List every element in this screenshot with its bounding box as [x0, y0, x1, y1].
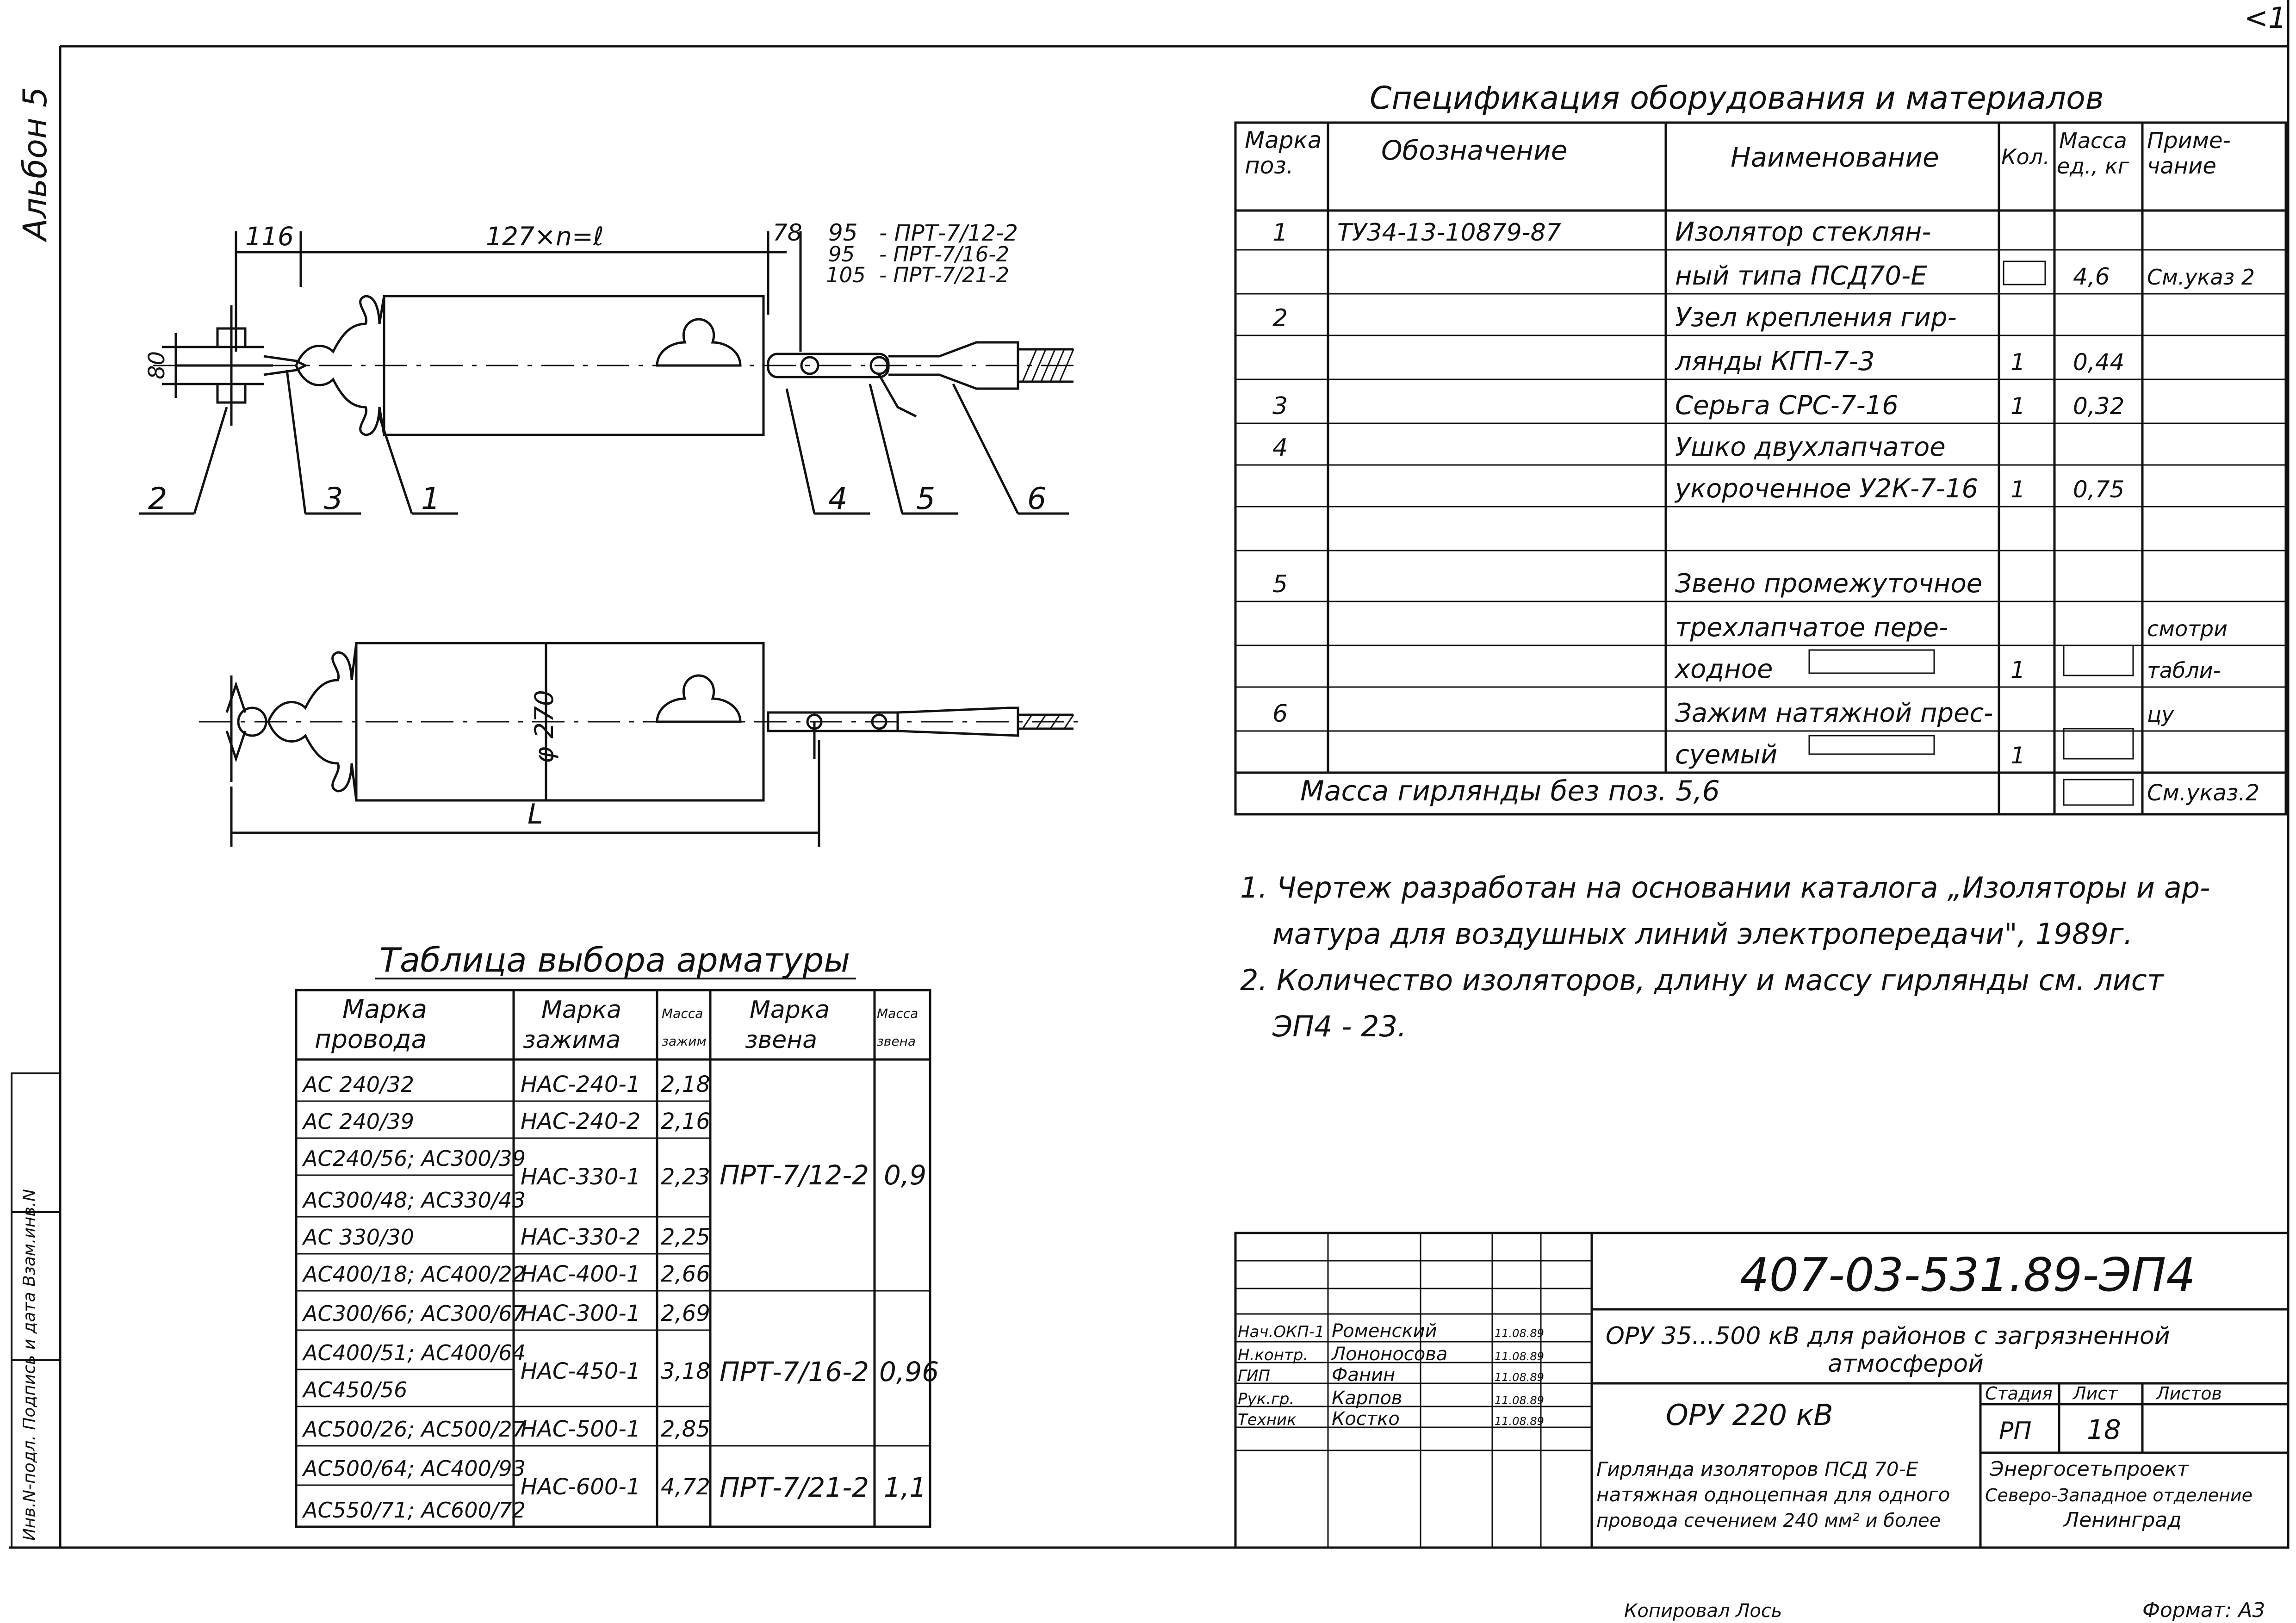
note-line-1: 1. Чертеж разработан на основании каталога „Изоляторы и ар-	[1240, 871, 2210, 904]
label-prt21: - ПРТ-7/21-2	[879, 263, 1010, 287]
spec-cell: 6	[1272, 700, 1288, 728]
person-date: 11.08.89	[1495, 1394, 1544, 1407]
spec-cell: 1	[2011, 349, 2025, 376]
sheets-label: Листов	[2156, 1383, 2222, 1404]
clamp-mass: 2,85	[661, 1416, 710, 1442]
object-title-2: атмосферой	[1828, 1350, 1984, 1378]
link-mass-2: 0,96	[879, 1356, 939, 1388]
wire-grade: АС 240/39	[303, 1109, 415, 1134]
fittings-headers	[315, 994, 918, 1054]
wire-grade: АС400/51; АС400/64	[303, 1340, 526, 1365]
spec-footer-label: Масса гирлянды без поз. 5,6	[1300, 775, 1720, 807]
spec-cell: См.указ 2	[2147, 265, 2255, 290]
spec-cell: 1	[2011, 393, 2025, 420]
spec-cell: 1	[2011, 657, 2025, 683]
spec-cell: ходное	[1675, 654, 1773, 684]
wire-grade: АС300/66; АС300/67	[303, 1301, 526, 1326]
note-line-2: матура для воздушных линий электропередачи", 1989г.	[1272, 917, 2133, 951]
format-label: Формат: А3	[2142, 1598, 2265, 1622]
person-role: ГИП	[1238, 1367, 1270, 1385]
stage-label: Стадия	[1985, 1383, 2053, 1404]
spec-headers	[1245, 127, 2231, 179]
album-label: Альбон 5	[16, 87, 54, 241]
fittings-title: Таблица выбора арматуры	[379, 941, 850, 979]
dim-95b: 95	[828, 242, 855, 266]
wire-grade: АС 240/32	[303, 1072, 415, 1097]
copied-by: Копировал Лось	[1624, 1600, 1782, 1622]
spec-cell: суемый	[1675, 740, 1778, 770]
fittings-body	[302, 1072, 710, 1523]
spec-cell: табли-	[2147, 658, 2221, 683]
spec-cell: 5	[1272, 570, 1288, 598]
margin-stamp-text: Инв.N-подл. Подпись и дата Взам.инв.N	[20, 1189, 39, 1541]
callout-4: 4	[828, 482, 848, 516]
spec-cell: 0,44	[2073, 349, 2125, 376]
clamp-mass: 2,16	[661, 1109, 710, 1134]
spec-header-mark: Марка	[1245, 127, 1322, 154]
fit-h2b: зажима	[523, 1026, 621, 1054]
callout-1: 1	[421, 482, 441, 516]
clamp-grade: НАС-500-1	[521, 1416, 641, 1442]
org-line-3: Ленинград	[2064, 1508, 2182, 1532]
spec-header-pos: поз.	[1245, 152, 1294, 179]
desc-line-1: Гирлянда изоляторов ПСД 70-Е	[1596, 1458, 1918, 1481]
org-line-2: Северо-Западное отделение	[1985, 1485, 2253, 1505]
person-date: 11.08.89	[1495, 1415, 1544, 1428]
spec-cell: трехлапчатое пере-	[1675, 613, 1948, 643]
link-3: ПРТ-7/21-2	[720, 1472, 869, 1503]
object-title: ОРУ 35...500 кВ для районов с загрязненной	[1606, 1322, 2170, 1350]
notes	[1240, 871, 2210, 1043]
spec-cell: ный типа ПСД70-Е	[1675, 261, 1927, 291]
spec-cell: укороченное У2К-7-16	[1675, 474, 1979, 504]
dim-105: 105	[826, 263, 866, 287]
fit-h1a: Марка	[342, 994, 427, 1024]
clamp-mass: 2,18	[661, 1072, 710, 1097]
spec-cell: 4	[1272, 434, 1288, 462]
clamp-mass: 2,69	[661, 1301, 710, 1326]
note-line-4: ЭП4 - 23.	[1272, 1010, 1407, 1043]
person-role: Техник	[1238, 1411, 1297, 1429]
person-role: Нач.ОКП-1	[1238, 1323, 1325, 1341]
spec-footer-note: См.указ.2	[2147, 780, 2260, 806]
clamp-grade: НАС-240-1	[521, 1072, 641, 1097]
wire-grade: АС450/56	[303, 1377, 408, 1402]
drawing-code: 407-03-531.89-ЭП4	[1740, 1248, 2196, 1302]
spec-cell: Зажим натяжной прес-	[1675, 698, 1993, 728]
sheet-label: Лист	[2073, 1383, 2118, 1404]
wire-grade: АС 330/30	[303, 1225, 415, 1250]
clamp-grade: НАС-240-2	[521, 1109, 641, 1134]
link-mass-3: 1,1	[884, 1472, 927, 1503]
desc-line-2: натяжная одноцепная для одного	[1596, 1483, 1950, 1506]
clamp-mass: 2,25	[661, 1224, 710, 1250]
person-date: 11.08.89	[1495, 1371, 1544, 1384]
callout-3: 3	[324, 482, 343, 516]
dim-116: 116	[245, 222, 294, 251]
link-1: ПРТ-7/12-2	[720, 1159, 869, 1191]
spec-header-name: Наименование	[1731, 142, 1939, 173]
spec-header-note2: чание	[2147, 153, 2216, 179]
spec-header-mass: Масса	[2059, 128, 2127, 153]
spec-cell: цу	[2147, 702, 2174, 727]
clamp-grade: НАС-300-1	[521, 1301, 641, 1326]
wire-grade: АС500/64; АС400/93	[303, 1456, 526, 1481]
wire-grade: АС240/56; АС300/39	[303, 1146, 526, 1171]
desc-line-3: провода сечением 240 мм² и более	[1596, 1510, 1941, 1531]
clamp-grade: НАС-330-1	[521, 1164, 641, 1190]
person-name: Карпов	[1332, 1388, 1402, 1409]
wire-grade: АС400/18; АС400/22	[303, 1262, 526, 1287]
title-block-people	[1238, 1320, 1544, 1430]
link-mass-1: 0,9	[884, 1159, 927, 1191]
fit-h5a: Масса	[877, 1006, 918, 1021]
spec-header-mass-unit: ед., кг	[2057, 154, 2129, 179]
wire-grade: АС500/26; АС500/27	[303, 1417, 526, 1442]
spec-cell: Изолятор стеклян-	[1675, 217, 1931, 247]
spec-title: Спецификация оборудования и материалов	[1370, 80, 2104, 117]
link-2: ПРТ-7/16-2	[720, 1356, 869, 1388]
org-line-1: Энергосетьпроект	[1990, 1457, 2189, 1481]
clamp-grade: НАС-330-2	[521, 1224, 641, 1250]
person-name: Костко	[1332, 1408, 1400, 1430]
subtitle: ОРУ 220 кВ	[1666, 1398, 1833, 1432]
spec-cell: ТУ34-13-10879-87	[1337, 219, 1561, 247]
fit-h3a: Масса	[662, 1006, 703, 1021]
person-role: Н.контр.	[1238, 1346, 1309, 1364]
clamp-grade: НАС-450-1	[521, 1358, 641, 1384]
spec-cell: 3	[1272, 392, 1288, 420]
person-role: Рук.гр.	[1238, 1390, 1295, 1408]
spec-cell: смотри	[2147, 616, 2228, 641]
dim-pitch: 127×n=ℓ	[486, 222, 604, 251]
page-mark: <1	[2244, 1, 2287, 35]
spec-cell: Звено промежуточное	[1675, 569, 1983, 599]
clamp-mass: 4,72	[661, 1474, 710, 1500]
dim-L: L	[527, 798, 543, 830]
person-name: Фанин	[1332, 1364, 1396, 1386]
fit-h1b: провода	[315, 1024, 427, 1054]
clamp-grade: НАС-600-1	[521, 1474, 641, 1500]
wire-grade: АС550/71; АС600/72	[303, 1498, 526, 1523]
dim-80: 80	[144, 351, 170, 379]
dim-78: 78	[773, 219, 802, 246]
callout-2: 2	[148, 482, 168, 516]
spec-header-designation: Обозначение	[1381, 135, 1568, 166]
spec-cell: лянды КГП-7-3	[1675, 347, 1875, 377]
spec-cell: 0,75	[2073, 476, 2125, 503]
spec-cell: Узел крепления гир-	[1675, 303, 1957, 333]
dim-diameter: φ 270	[529, 690, 559, 763]
spec-cell: 1	[2011, 742, 2025, 769]
spec-cell: Ушко двухлапчатое	[1675, 432, 1946, 462]
clamp-mass: 2,23	[661, 1164, 710, 1190]
callout-5: 5	[916, 482, 936, 516]
clamp-mass: 2,66	[661, 1261, 710, 1287]
person-name: Лононосова	[1332, 1344, 1448, 1365]
clamp-mass: 3,18	[661, 1358, 710, 1384]
label-prt12: - ПРТ-7/12-2	[879, 220, 1018, 246]
label-prt16: - ПРТ-7/16-2	[879, 242, 1010, 266]
fit-h2a: Марка	[541, 996, 622, 1024]
spec-cell: 2	[1272, 304, 1288, 332]
clamp-grade: НАС-400-1	[521, 1261, 641, 1287]
person-date: 11.08.89	[1495, 1327, 1544, 1340]
stage-value: РП	[1999, 1417, 2032, 1445]
spec-cell: 4,6	[2073, 263, 2110, 290]
note-line-3: 2. Количество изоляторов, длину и массу гирлянды см. лист	[1240, 963, 2164, 997]
dim-95a: 95	[828, 219, 858, 246]
spec-cell: Серьга СРС-7-16	[1675, 390, 1899, 421]
person-date: 11.08.89	[1495, 1350, 1544, 1363]
person-name: Роменский	[1332, 1320, 1437, 1342]
fit-h3b: зажим	[662, 1034, 707, 1049]
sheet-value: 18	[2087, 1414, 2121, 1445]
wire-grade: АС300/48; АС330/43	[303, 1188, 526, 1213]
spec-cell: 0,32	[2073, 393, 2125, 420]
fit-h4a: Марка	[750, 996, 830, 1024]
spec-cell: 1	[2011, 476, 2025, 503]
fit-h5b: звена	[877, 1034, 916, 1049]
insulator-string-bottom	[199, 643, 1083, 847]
spec-header-qty: Кол.	[2001, 144, 2050, 169]
callout-6: 6	[1027, 482, 1047, 516]
fit-h4b: звена	[745, 1026, 818, 1054]
spec-cell: 1	[1272, 219, 1288, 247]
spec-header-note: Приме-	[2147, 128, 2231, 154]
